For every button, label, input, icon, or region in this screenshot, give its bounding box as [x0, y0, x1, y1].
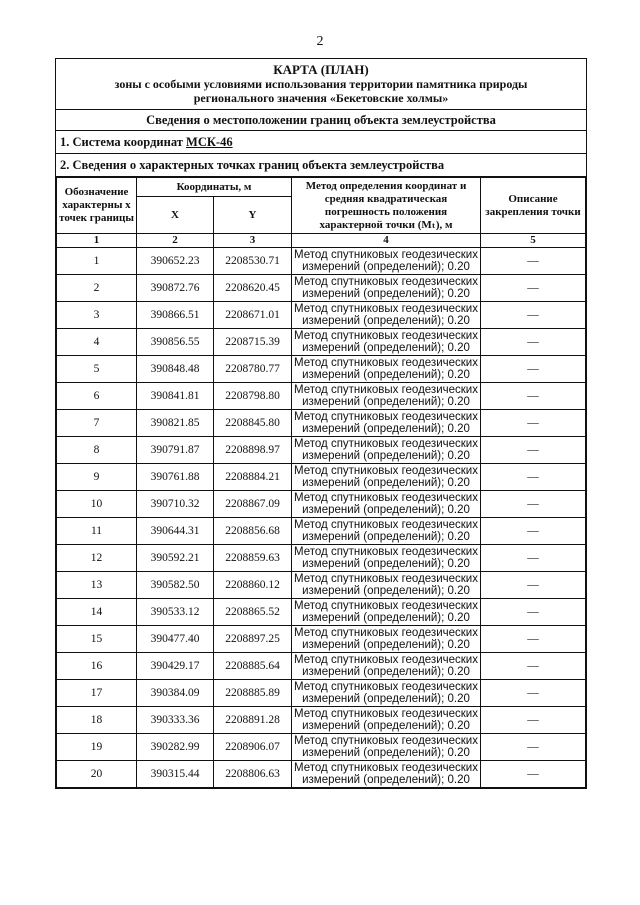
coordinate-x-cell: 390477.40	[137, 626, 214, 653]
coordinate-x-cell: 390315.44	[137, 761, 214, 788]
method-cell: Метод спутниковых геодезических измерений (определений); 0.20	[292, 599, 481, 626]
point-number-cell: 6	[57, 383, 137, 410]
method-cell: Метод спутниковых геодезических измерений (определений); 0.20	[292, 626, 481, 653]
points-section-heading: 2. Сведения о характерных точках границ объекта землеустройства	[56, 154, 586, 177]
coordinate-y-cell: 2208885.64	[214, 653, 292, 680]
table-row	[57, 680, 586, 707]
method-cell: Метод спутниковых геодезических измерений (определений); 0.20	[292, 464, 481, 491]
coordinate-system-name: МСК-46	[186, 135, 233, 149]
point-number-cell: 18	[57, 707, 137, 734]
coordinate-y-cell: 2208860.12	[214, 572, 292, 599]
point-number-cell: 8	[57, 437, 137, 464]
point-number-cell: 15	[57, 626, 137, 653]
coordinate-y-cell: 2208891.28	[214, 707, 292, 734]
column-number: 2	[137, 234, 214, 248]
coordinate-x-cell: 390333.36	[137, 707, 214, 734]
method-cell: Метод спутниковых геодезических измерений (определений); 0.20	[292, 302, 481, 329]
coordinate-x-cell: 390872.76	[137, 275, 214, 302]
method-cell: Метод спутниковых геодезических измерений (определений); 0.20	[292, 545, 481, 572]
table-row	[57, 734, 586, 761]
boundary-points-table	[56, 177, 586, 788]
method-cell: Метод спутниковых геодезических измерений (определений); 0.20	[292, 761, 481, 788]
table-row	[57, 410, 586, 437]
method-cell: Метод спутниковых геодезических измерений (определений); 0.20	[292, 383, 481, 410]
coordinate-x-cell: 390644.31	[137, 518, 214, 545]
description-cell: —	[481, 302, 586, 329]
description-cell: —	[481, 275, 586, 302]
description-cell: —	[481, 329, 586, 356]
table-row	[57, 437, 586, 464]
method-cell: Метод спутниковых геодезических измерений (определений); 0.20	[292, 680, 481, 707]
coordinate-y-cell: 2208715.39	[214, 329, 292, 356]
coordinate-y-cell: 2208798.80	[214, 383, 292, 410]
table-row	[57, 329, 586, 356]
coordinate-x-cell: 390841.81	[137, 383, 214, 410]
coordinate-x-cell: 390761.88	[137, 464, 214, 491]
table-row	[57, 302, 586, 329]
table-row	[57, 464, 586, 491]
coordinate-y-cell: 2208806.63	[214, 761, 292, 788]
point-number-cell: 9	[57, 464, 137, 491]
point-number-cell: 5	[57, 356, 137, 383]
header-description: Описание закрепления точки	[481, 178, 586, 234]
coordinate-y-cell: 2208530.71	[214, 248, 292, 275]
table-row	[57, 383, 586, 410]
table-row	[57, 653, 586, 680]
method-cell: Метод спутниковых геодезических измерений (определений); 0.20	[292, 491, 481, 518]
coordinate-x-cell: 390791.87	[137, 437, 214, 464]
coordinate-y-cell: 2208867.09	[214, 491, 292, 518]
point-number-cell: 4	[57, 329, 137, 356]
method-cell: Метод спутниковых геодезических измерений (определений); 0.20	[292, 275, 481, 302]
description-cell: —	[481, 356, 586, 383]
coordinate-y-cell: 2208898.97	[214, 437, 292, 464]
description-cell: —	[481, 248, 586, 275]
header-method: Метод определения координат и средняя квадратическая погрешность положения характерной точки (Mₜ), м	[292, 178, 481, 234]
table-row	[57, 761, 586, 788]
document-subtitle-line-2: регионального значения «Бекетовские холмы»	[193, 91, 449, 105]
description-cell: —	[481, 545, 586, 572]
document-sheet	[55, 58, 587, 789]
method-cell: Метод спутниковых геодезических измерений (определений); 0.20	[292, 572, 481, 599]
coordinate-x-cell: 390533.12	[137, 599, 214, 626]
section-heading: Сведения о местоположении границ объекта землеустройства	[56, 110, 586, 131]
point-number-cell: 7	[57, 410, 137, 437]
point-number-cell: 3	[57, 302, 137, 329]
coordinate-y-cell: 2208856.68	[214, 518, 292, 545]
point-number-cell: 16	[57, 653, 137, 680]
description-cell: —	[481, 491, 586, 518]
page-number: 2	[316, 34, 324, 49]
point-number-cell: 2	[57, 275, 137, 302]
column-number: 1	[57, 234, 137, 248]
table-row	[57, 491, 586, 518]
point-number-cell: 19	[57, 734, 137, 761]
coordinate-system-label: 1. Система координат	[60, 135, 187, 149]
table-row	[57, 356, 586, 383]
table-row	[57, 248, 586, 275]
method-cell: Метод спутниковых геодезических измерений (определений); 0.20	[292, 653, 481, 680]
table-row	[57, 518, 586, 545]
coordinate-y-cell: 2208780.77	[214, 356, 292, 383]
coordinate-y-cell: 2208897.25	[214, 626, 292, 653]
coordinate-y-cell: 2208620.45	[214, 275, 292, 302]
coordinate-x-cell: 390856.55	[137, 329, 214, 356]
coordinate-x-cell: 390710.32	[137, 491, 214, 518]
table-row	[57, 572, 586, 599]
description-cell: —	[481, 383, 586, 410]
coordinate-system-line	[56, 131, 586, 154]
description-cell: —	[481, 410, 586, 437]
coordinate-y-cell: 2208859.63	[214, 545, 292, 572]
coordinate-x-cell: 390866.51	[137, 302, 214, 329]
coordinate-x-cell: 390582.50	[137, 572, 214, 599]
coordinate-y-cell: 2208671.01	[214, 302, 292, 329]
description-cell: —	[481, 599, 586, 626]
table-row	[57, 275, 586, 302]
column-number: 4	[292, 234, 481, 248]
description-cell: —	[481, 653, 586, 680]
method-cell: Метод спутниковых геодезических измерений (определений); 0.20	[292, 329, 481, 356]
method-cell: Метод спутниковых геодезических измерений (определений); 0.20	[292, 518, 481, 545]
coordinate-x-cell: 390429.17	[137, 653, 214, 680]
point-number-cell: 1	[57, 248, 137, 275]
coordinate-x-cell: 390592.21	[137, 545, 214, 572]
table-row	[57, 707, 586, 734]
coordinate-x-cell: 390848.48	[137, 356, 214, 383]
header-designation: Обозначение характерны х точек границы	[57, 178, 137, 234]
coordinate-y-cell: 2208865.52	[214, 599, 292, 626]
table-row	[57, 599, 586, 626]
description-cell: —	[481, 464, 586, 491]
title-block	[56, 59, 586, 110]
description-cell: —	[481, 572, 586, 599]
point-number-cell: 17	[57, 680, 137, 707]
method-cell: Метод спутниковых геодезических измерений (определений); 0.20	[292, 356, 481, 383]
coordinate-y-cell: 2208884.21	[214, 464, 292, 491]
method-cell: Метод спутниковых геодезических измерений (определений); 0.20	[292, 437, 481, 464]
point-number-cell: 14	[57, 599, 137, 626]
point-number-cell: 11	[57, 518, 137, 545]
description-cell: —	[481, 734, 586, 761]
method-cell: Метод спутниковых геодезических измерений (определений); 0.20	[292, 410, 481, 437]
coordinate-x-cell: 390821.85	[137, 410, 214, 437]
document-title: КАРТА (ПЛАН)	[273, 62, 369, 77]
description-cell: —	[481, 437, 586, 464]
point-number-cell: 13	[57, 572, 137, 599]
document-subtitle-line-1: зоны с особыми условиями использования территории памятника природы	[114, 77, 528, 91]
description-cell: —	[481, 518, 586, 545]
point-number-cell: 12	[57, 545, 137, 572]
header-x: X	[137, 197, 214, 234]
column-number: 3	[214, 234, 292, 248]
header-coordinates: Координаты, м	[137, 178, 292, 197]
coordinate-y-cell: 2208845.80	[214, 410, 292, 437]
header-y: Y	[214, 197, 292, 234]
table-row	[57, 626, 586, 653]
point-number-cell: 20	[57, 761, 137, 788]
coordinate-y-cell: 2208906.07	[214, 734, 292, 761]
point-number-cell: 10	[57, 491, 137, 518]
coordinate-y-cell: 2208885.89	[214, 680, 292, 707]
description-cell: —	[481, 680, 586, 707]
description-cell: —	[481, 761, 586, 788]
table-row	[57, 545, 586, 572]
method-cell: Метод спутниковых геодезических измерений (определений); 0.20	[292, 734, 481, 761]
coordinate-x-cell: 390282.99	[137, 734, 214, 761]
points-table-body	[57, 248, 586, 788]
coordinate-x-cell: 390652.23	[137, 248, 214, 275]
method-cell: Метод спутниковых геодезических измерений (определений); 0.20	[292, 707, 481, 734]
description-cell: —	[481, 707, 586, 734]
description-cell: —	[481, 626, 586, 653]
coordinate-x-cell: 390384.09	[137, 680, 214, 707]
column-number: 5	[481, 234, 586, 248]
method-cell: Метод спутниковых геодезических измерений (определений); 0.20	[292, 248, 481, 275]
